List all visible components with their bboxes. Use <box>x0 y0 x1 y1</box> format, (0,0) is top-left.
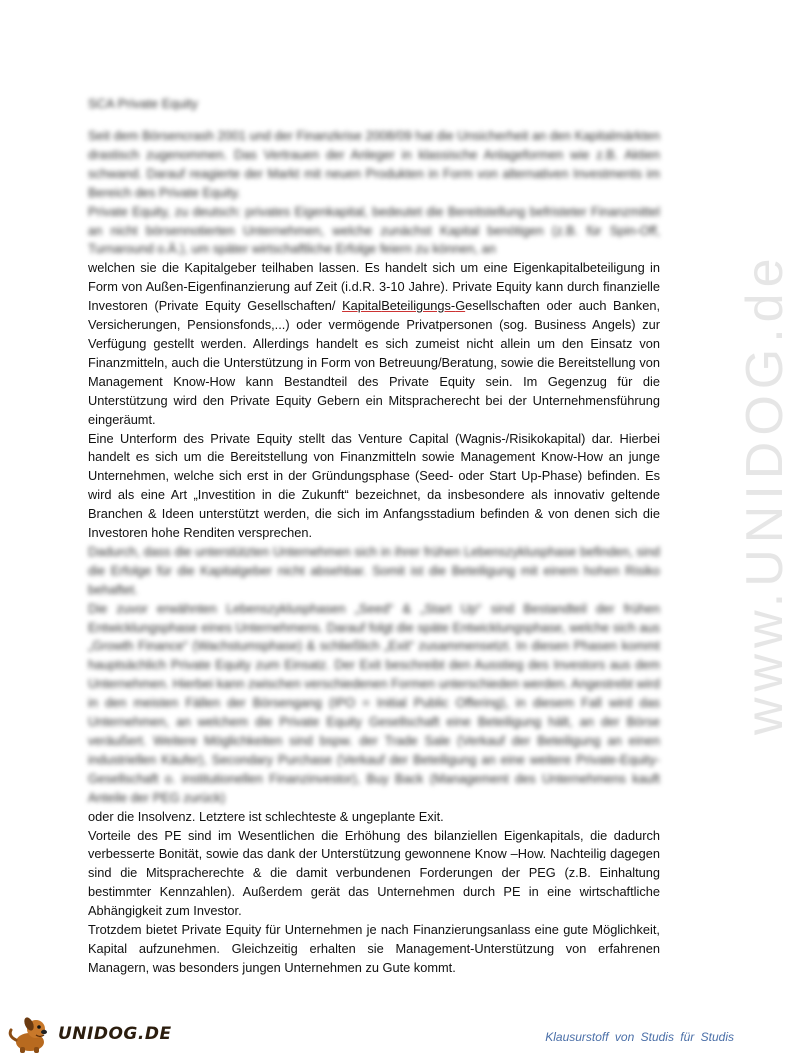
underlined-letter-g: G <box>455 298 466 314</box>
dog-icon <box>6 1014 54 1054</box>
paragraph-risk: Dadurch, dass die unterstützten Unternehmen sich in ihrer frühen Lebenszyklusphase befinden, sind die Erfolge für die Kapitalgeber nicht absehbar. Somit ist die Beteiligung mit einem hohen Risiko behaftet. <box>88 543 660 597</box>
paragraph-exit-phases: Die zuvor erwähnten Lebenszyklusphasen „Seed“ & „Start Up“ sind Bestandteil der frühen Entwicklungsphase eines Unternehmens. Darauf folgt die späte Entwicklungsphase, welche sich aus „Growth Finance“ (Wachstumsphase) & schließlich „Exit“ zusammensetzt. In diesen Phasen kommt hauptsächlich Private Equity zum Einsatz. Der Exit beschreibt den Ausstieg des Investors aus dem Unternehmen. Hierbei kann zwischen verschiedenen Formen unterschieden werden. Angestrebt wird in den meisten Fällen der Börsengang (IPO = Initial Public Offering), in diesem Fall wird das Unternehmen, an welchem die Private Equity Gesellschaft eine Beteiligung hält, an der Börse veräußert. Weitere Möglichkeiten sind bspw. der Trade Sale (Verkauf der Beteiligung an einen industriellen Käufer), Secondary Purchase (Verkauf der Beteiligung an eine weitere Private-Equity-Gesellschaft o. institutionellen Finanzinvestor), Buy Back (Management des Unternehmens kauft Anteile der PEG zurück) <box>88 600 660 805</box>
paragraph-definition <box>88 259 660 429</box>
paragraph-conclusion: Trotzdem bietet Private Equity für Unternehmen je nach Finanzierungsanlass eine gute Möglichkeit, Kapital aufzunehmen. Gleichzeitig erhalten sie Management-Unterstützung von erfahrenen Managern, was besonders jungen Unternehmen zu Gute kommt. <box>88 922 660 975</box>
paragraph-intro: Seit dem Börsencrash 2001 und der Finanzkrise 2008/09 hat die Unsicherheit an den Kapitalmärkten drastisch zugenommen. Das Vertrauen der Anleger in klassische Anlageformen wie z.B. Aktien schwand. Darauf reagierte der Markt mit neuen Produkten in Form von alternativen Investments im Bereich des Private Equity. <box>88 128 660 200</box>
paragraph-insolvency: oder die Insolvenz. Letztere ist schlechteste & ungeplante Exit. <box>88 808 444 824</box>
document-title: SCA Private Equity <box>88 96 198 111</box>
paragraph-venture-capital: Eine Unterform des Private Equity stellt das Venture Capital (Wagnis-/Risikokapital) dar. Hierbei handelt es sich um die Bereitstellung von Finanzmitteln sowie Management Know-How an junge Unternehmen, welche sich erst in der Gründungsphase (Seed- oder Start Up-Phase) befinden. Es wird als eine Art „Investition in die Zukunft“ bezeichnet, da insbesondere als innovativ geltende Branchen & Ideen unterstützt werden, die sich im Anfangsstadium befinden & von denen sich die Investoren hohe Renditen versprechen. <box>88 430 660 541</box>
underlined-word-kapital: Kapital <box>342 298 382 314</box>
paragraph-definition-blurred: Private Equity, zu deutsch: privates Eigenkapital, bedeutet die Bereitstellung befristeter Finanzmittel an nicht börsennotierten Unternehmen, welche zunächst Kapital benötigen (z.B. für Spin-Off, Turnaround o.Ä.), um später wirtschaftliche Erfolge feiern zu können, an <box>88 203 660 257</box>
paragraph-definition-text-end: esellschaften oder auch Banken, Versicherungen, Pensionsfonds,...) oder vermögende Privatpersonen (sog. Business Angels) zur Verfügung gestellt werden. Allerdings handelt es sich zumeist nicht allein um den Einsatz von Finanzmitteln, auch die Unterstützung in Form von Betreuung/Beratung, sowie die Bereitstellung von Management Know-How kann Bestandteil des Private Equity sein. Im Gegenzug für die Unterstützung wird den Private Equity Gebern ein Mitspracherecht bei der Unternehmensführung eingeräumt. <box>88 298 660 427</box>
logo-text: UNIDOG.DE <box>58 1024 172 1044</box>
footer-tagline: Klausurstoff von Studis für Studis <box>545 1030 734 1044</box>
document-body <box>88 95 660 978</box>
footer-logo <box>6 1014 172 1054</box>
underlined-word-beteiligungs: Beteiligungs- <box>381 298 456 314</box>
paragraph-pros-cons: Vorteile des PE sind im Wesentlichen die Erhöhung des bilanziellen Eigenkapitals, die dadurch verbesserte Bonität, sowie das dank der Unterstützung gewonnene Know –How. Nachteilig dagegen sind die Mitspracherechte & die damit verbundenen Forderungen der PEG (z.B. Einhaltung bestimmter Kennzahlen). Außerdem gerät das Unternehmen durch PE in eine wirtschaftliche Abhängigkeit zum Investor. <box>88 827 660 919</box>
watermark: www.UNIDOG.de <box>736 252 794 735</box>
paragraph-definition-text-start: welchen sie die Kapitalgeber teilhaben lassen. Es handelt sich um eine Eigenkapitalbeteiligung in Form von Außen-Eigenfinanzierung auf Zeit (i.d.R. 3-10 Jahre). Private Equity kann durch finanzielle Investoren (Private Equity Gesellschaften/ <box>88 260 660 314</box>
